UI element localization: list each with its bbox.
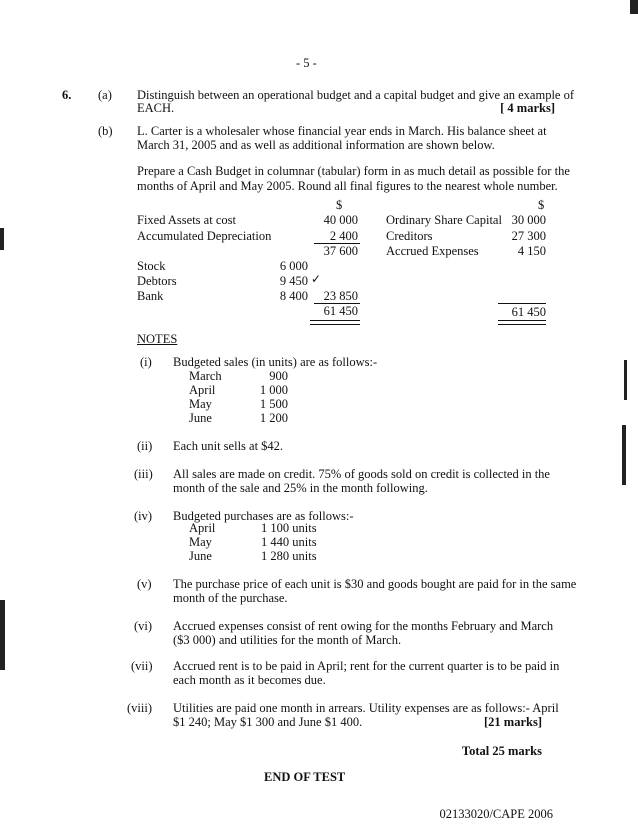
- sales-units: 1 500: [259, 397, 288, 411]
- note-text: $1 240; May $1 300 and June $1 400.: [173, 715, 363, 729]
- footer-code: 02133020/CAPE 2006: [439, 807, 553, 821]
- note-text: Accrued expenses consist of rent owing for the months February and March: [173, 619, 554, 633]
- share-capital-label: Ordinary Share Capital: [386, 213, 502, 227]
- note-text: Budgeted purchases are as follows:-: [173, 509, 354, 523]
- page-number: - 5 -: [296, 56, 317, 70]
- part-b-task: months of April and May 2005. Round all final figures to the nearest whole number.: [137, 179, 558, 193]
- purchase-month: June: [189, 549, 212, 563]
- acc-dep-label: Accumulated Depreciation: [137, 229, 272, 243]
- part-b-intro: March 31, 2005 and as well as additional information are shown below.: [137, 138, 495, 152]
- acc-dep-value: 2 400: [329, 229, 358, 243]
- creditors-label: Creditors: [386, 229, 433, 243]
- note-text: month of the sale and 25% in the month following.: [173, 481, 428, 495]
- liabilities-underline: [498, 303, 546, 304]
- net-fixed-assets: 37 600: [323, 244, 358, 258]
- part-a-marks: [ 4 marks]: [500, 101, 555, 115]
- note-label: (vi): [134, 619, 153, 633]
- part-a-label: (a): [98, 88, 112, 102]
- purchase-units: 1 100 units: [261, 521, 317, 535]
- note-label: (viii): [127, 701, 152, 715]
- purchase-units: 1 440 units: [261, 535, 317, 549]
- share-capital-value: 30 000: [511, 213, 546, 227]
- scan-edge-mark: [630, 0, 638, 14]
- sales-units: 900: [269, 369, 288, 383]
- double-underline: [498, 324, 546, 325]
- debtors-label: Debtors: [137, 274, 177, 288]
- accrued-value: 4 150: [517, 244, 546, 258]
- part-b-task: Prepare a Cash Budget in columnar (tabular) form in as much detail as possible for the: [137, 164, 570, 178]
- sales-units: 1 000: [259, 383, 288, 397]
- note-text: All sales are made on credit. 75% of goods sold on credit is collected in the: [173, 467, 550, 481]
- sales-month: April: [189, 383, 216, 397]
- double-underline: [310, 320, 360, 321]
- note-label: (iv): [134, 509, 153, 523]
- note-text: ($3 000) and utilities for the month of March.: [173, 633, 402, 647]
- purchase-month: May: [189, 535, 212, 549]
- part-a-text: EACH.: [137, 101, 175, 115]
- fixed-assets-value: 40 000: [323, 213, 358, 227]
- note-label: (vii): [131, 659, 153, 673]
- fixed-assets-label: Fixed Assets at cost: [137, 213, 236, 227]
- question-number: 6.: [62, 88, 72, 102]
- debtors-value: 9 450: [279, 274, 308, 288]
- current-assets-total: 23 850: [323, 289, 358, 303]
- note-text: Budgeted sales (in units) are as follows:-: [173, 355, 378, 369]
- part-b-marks: [21 marks]: [484, 715, 542, 729]
- note-text: Each unit sells at $42.: [173, 439, 284, 453]
- note-text: each month as it becomes due.: [173, 673, 326, 687]
- part-a-text: Distinguish between an operational budget and a capital budget and give an example of: [137, 88, 575, 102]
- notes-heading: NOTES: [137, 332, 178, 346]
- currency-header-right: $: [538, 198, 545, 212]
- sales-month: June: [189, 411, 212, 425]
- note-text: Accrued rent is to be paid in April; rent for the current quarter is to be paid in: [173, 659, 560, 673]
- scan-edge-mark: [624, 360, 627, 400]
- part-b-label: (b): [98, 124, 113, 138]
- stock-value: 6 000: [279, 259, 308, 273]
- scan-edge-mark: [0, 600, 5, 670]
- double-underline: [498, 320, 546, 321]
- note-text: Utilities are paid one month in arrears. Utility expenses are as follows:- April: [173, 701, 559, 715]
- total-assets: 61 450: [323, 304, 358, 318]
- total-liabilities: 61 450: [511, 305, 546, 319]
- stock-label: Stock: [137, 259, 166, 273]
- note-text: month of the purchase.: [173, 591, 288, 605]
- note-label: (v): [137, 577, 152, 591]
- purchase-units: 1 280 units: [261, 549, 317, 563]
- note-text: The purchase price of each unit is $30 and goods bought are paid for in the same: [173, 577, 577, 591]
- creditors-value: 27 300: [511, 229, 546, 243]
- sales-units: 1 200: [259, 411, 288, 425]
- note-label: (ii): [137, 439, 153, 453]
- bank-label: Bank: [137, 289, 164, 303]
- sales-month: May: [189, 397, 212, 411]
- part-b-intro: L. Carter is a wholesaler whose financial year ends in March. His balance sheet at: [137, 124, 547, 138]
- purchase-month: April: [189, 521, 216, 535]
- sales-month: March: [189, 369, 222, 383]
- double-underline: [310, 324, 360, 325]
- accrued-label: Accrued Expenses: [386, 244, 479, 258]
- scan-edge-mark: [622, 425, 626, 485]
- bank-value: 8 400: [279, 289, 308, 303]
- end-of-test: END OF TEST: [264, 770, 346, 784]
- scan-edge-mark: [0, 228, 4, 250]
- check-mark-icon: ✓: [311, 272, 322, 286]
- total-marks: Total 25 marks: [461, 744, 542, 758]
- note-label: (iii): [134, 467, 153, 481]
- note-label: (i): [140, 355, 152, 369]
- currency-header-left: $: [336, 198, 343, 212]
